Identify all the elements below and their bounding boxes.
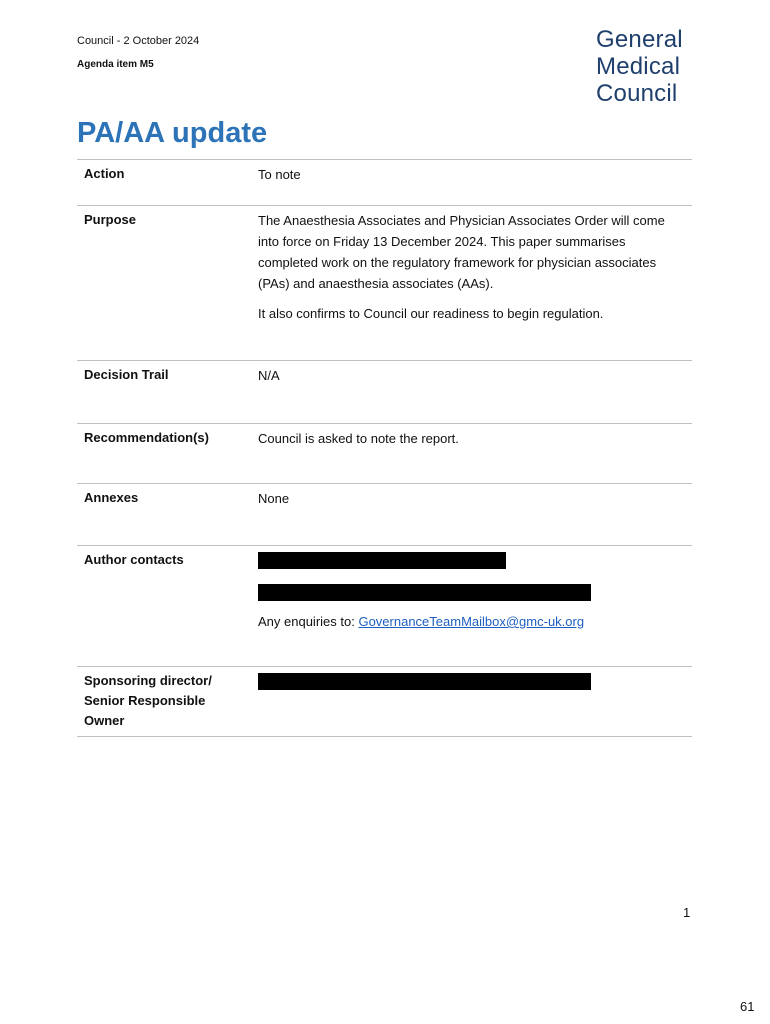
redacted-sponsoring-director: [258, 673, 591, 690]
governance-email-link[interactable]: GovernanceTeamMailbox@gmc-uk.org: [358, 614, 585, 629]
row-recommendations: [77, 423, 692, 483]
row-sponsoring-director: [77, 666, 692, 737]
row-decision-trail: [77, 360, 692, 423]
label-action: Action: [84, 166, 125, 181]
meeting-date: Council - 2 October 2024: [77, 35, 200, 47]
value-recommendations: Council is asked to note the report.: [258, 431, 459, 446]
redacted-author-name: [258, 552, 506, 569]
value-annexes: None: [258, 491, 290, 506]
value-decision-trail: N/A: [258, 368, 280, 383]
enquiries-prefix: Any enquiries to:: [258, 614, 359, 629]
row-action: [77, 159, 692, 205]
logo-line-medical: Medical: [596, 53, 681, 80]
page-title: PA/AA update: [77, 117, 268, 149]
logo-line-general: General: [596, 26, 683, 53]
row-author-contacts: [77, 545, 692, 666]
label-recommendations: Recommendation(s): [84, 430, 209, 445]
purpose-paragraph-1: The Anaesthesia Associates and Physician Associates Order will come into force on Friday 13 December 2024. This paper summarises completed work on the regulatory framework for physician associates (PAs) and anaesthesia associates (AAs).: [258, 213, 665, 291]
label-decision-trail: Decision Trail: [84, 367, 169, 382]
document-page-number: 61: [740, 999, 755, 1014]
label-annexes: Annexes: [84, 490, 139, 505]
value-author-contacts: [258, 550, 678, 632]
label-purpose: Purpose: [84, 212, 137, 227]
label-sponsoring-director: Sponsoring director/ Senior Responsible Owner: [84, 673, 212, 728]
value-purpose: [258, 210, 678, 333]
row-annexes: [77, 483, 692, 545]
page-number: 1: [683, 905, 691, 920]
label-author-contacts: Author contacts: [84, 552, 184, 567]
value-sponsoring-director: [258, 671, 678, 692]
cover-sheet-table: [77, 159, 692, 737]
gmc-logo: [596, 26, 706, 107]
value-action: To note: [258, 167, 301, 182]
redacted-author-email: [258, 584, 591, 601]
logo-line-council: Council: [596, 80, 678, 107]
enquiries-line: [258, 611, 678, 632]
row-purpose: [77, 205, 692, 360]
agenda-item: Agenda item M5: [77, 59, 154, 70]
purpose-paragraph-2: It also confirms to Council our readiness to begin regulation.: [258, 306, 604, 321]
